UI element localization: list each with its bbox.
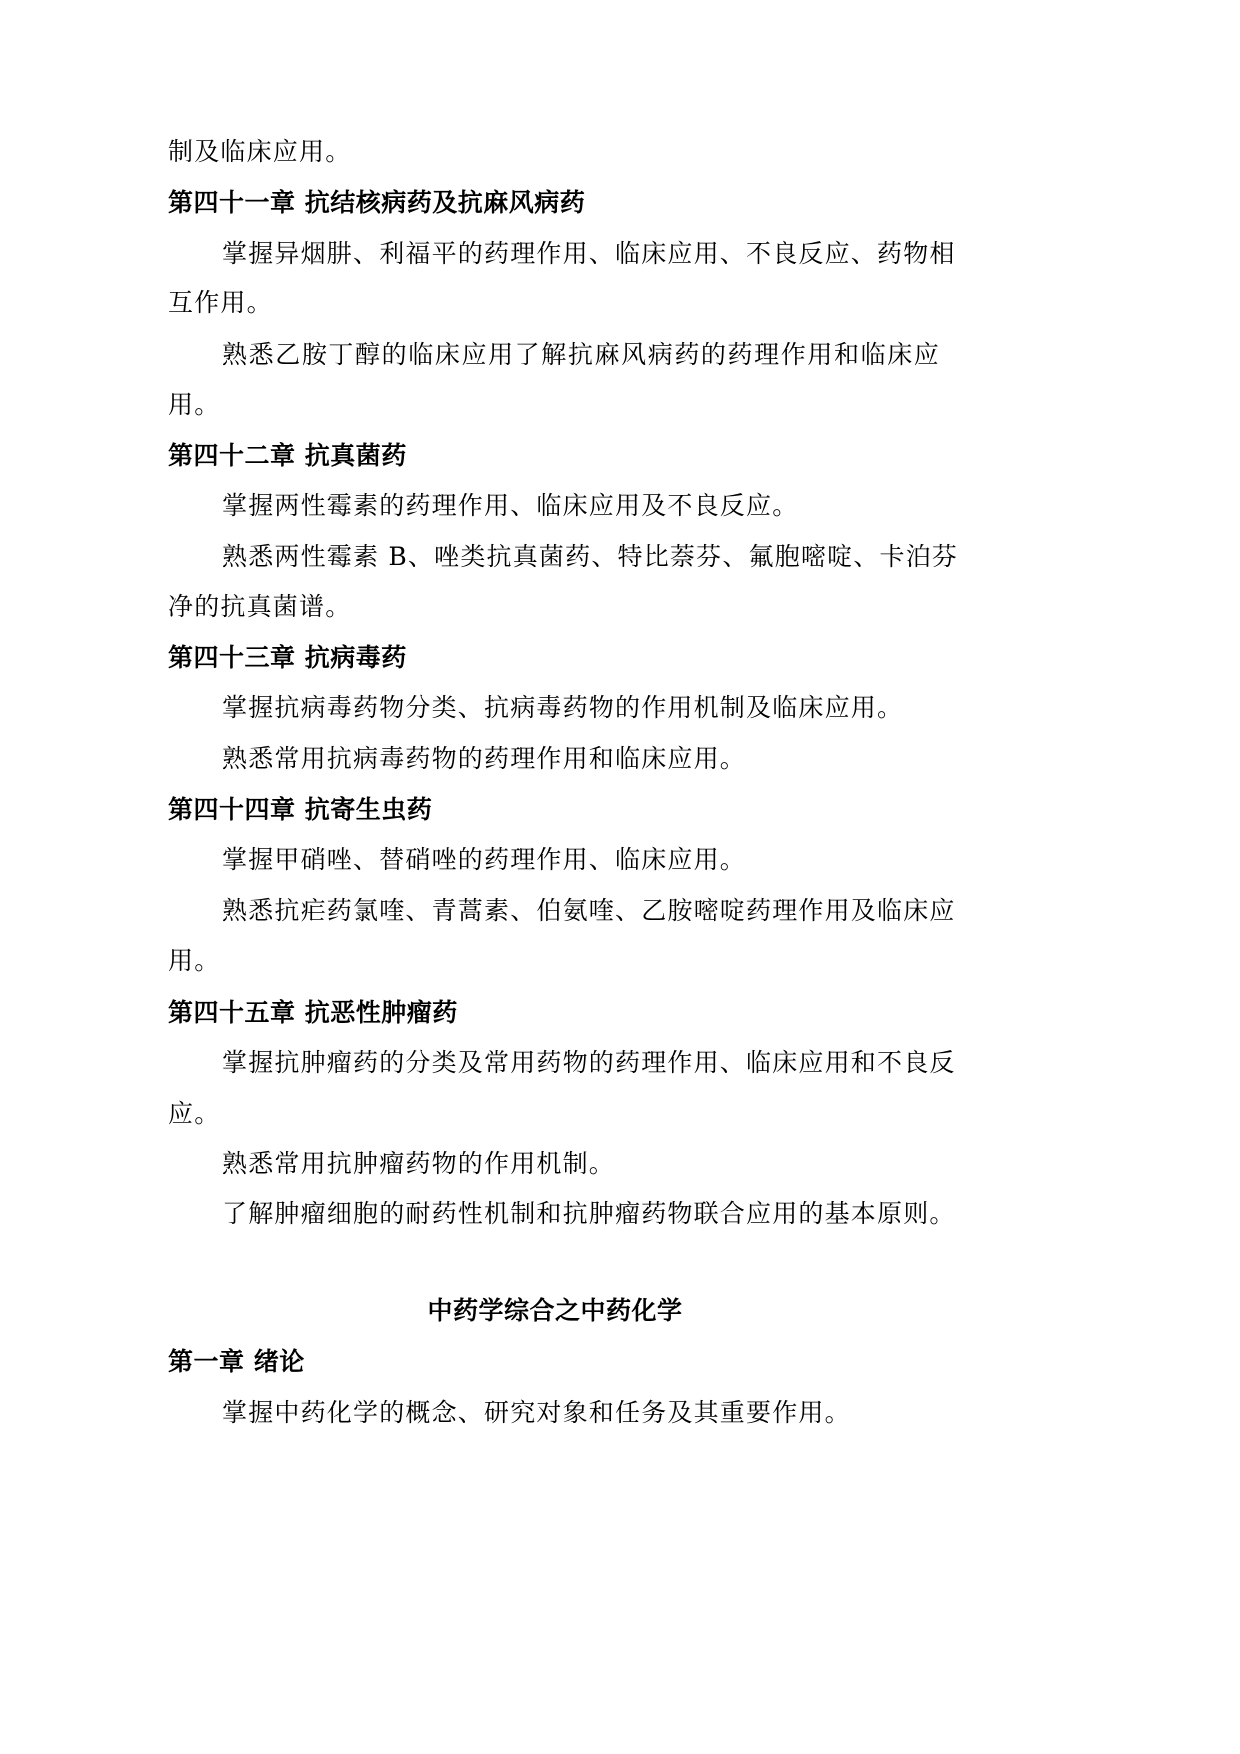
paragraph-line: 熟悉乙胺丁醇的临床应用了解抗麻风病药的药理作用和临床应 — [222, 340, 940, 369]
paragraph-line: 熟悉常用抗肿瘤药物的作用机制。 — [222, 1149, 616, 1178]
chapter-heading-43: 第四十三章 抗病毒药 — [168, 643, 407, 672]
paragraph-line: 掌握抗肿瘤药的分类及常用药物的药理作用、临床应用和不良反 — [222, 1048, 956, 1077]
paragraph-line: 掌握异烟肼、利福平的药理作用、临床应用、不良反应、药物相 — [222, 239, 956, 268]
paragraph-line: 掌握抗病毒药物分类、抗病毒药物的作用机制及临床应用。 — [222, 693, 904, 722]
paragraph-line: 净的抗真菌谱。 — [168, 592, 352, 621]
paragraph-line: 掌握中药化学的概念、研究对象和任务及其重要作用。 — [222, 1398, 851, 1427]
continuation-text: 制及临床应用。 — [168, 137, 352, 166]
chapter-heading-45: 第四十五章 抗恶性肿瘤药 — [168, 998, 458, 1027]
chapter-heading-1: 第一章 绪论 — [168, 1347, 305, 1376]
chapter-heading-42: 第四十二章 抗真菌药 — [168, 441, 407, 470]
paragraph-line: 熟悉抗疟药氯喹、青蒿素、伯氨喹、乙胺嘧啶药理作用及临床应 — [222, 896, 956, 925]
paragraph-line: 掌握两性霉素的药理作用、临床应用及不良反应。 — [222, 491, 799, 520]
paragraph-line: 了解肿瘤细胞的耐药性机制和抗肿瘤药物联合应用的基本原则。 — [222, 1199, 956, 1228]
paragraph-line: 用。 — [168, 390, 221, 419]
paragraph-line: 应。 — [168, 1099, 221, 1128]
chapter-heading-44: 第四十四章 抗寄生虫药 — [168, 795, 433, 824]
paragraph-line: 掌握甲硝唑、替硝唑的药理作用、临床应用。 — [222, 845, 747, 874]
paragraph-line: 互作用。 — [168, 288, 273, 317]
chapter-heading-41: 第四十一章 抗结核病药及抗麻风病药 — [168, 188, 586, 217]
paragraph-line: 熟悉两性霉素 B、唑类抗真菌药、特比萘芬、氟胞嘧啶、卡泊芬 — [222, 542, 959, 571]
section-title: 中药学综合之中药化学 — [427, 1296, 683, 1325]
paragraph-line: 用。 — [168, 946, 221, 975]
paragraph-line: 熟悉常用抗病毒药物的药理作用和临床应用。 — [222, 744, 747, 773]
